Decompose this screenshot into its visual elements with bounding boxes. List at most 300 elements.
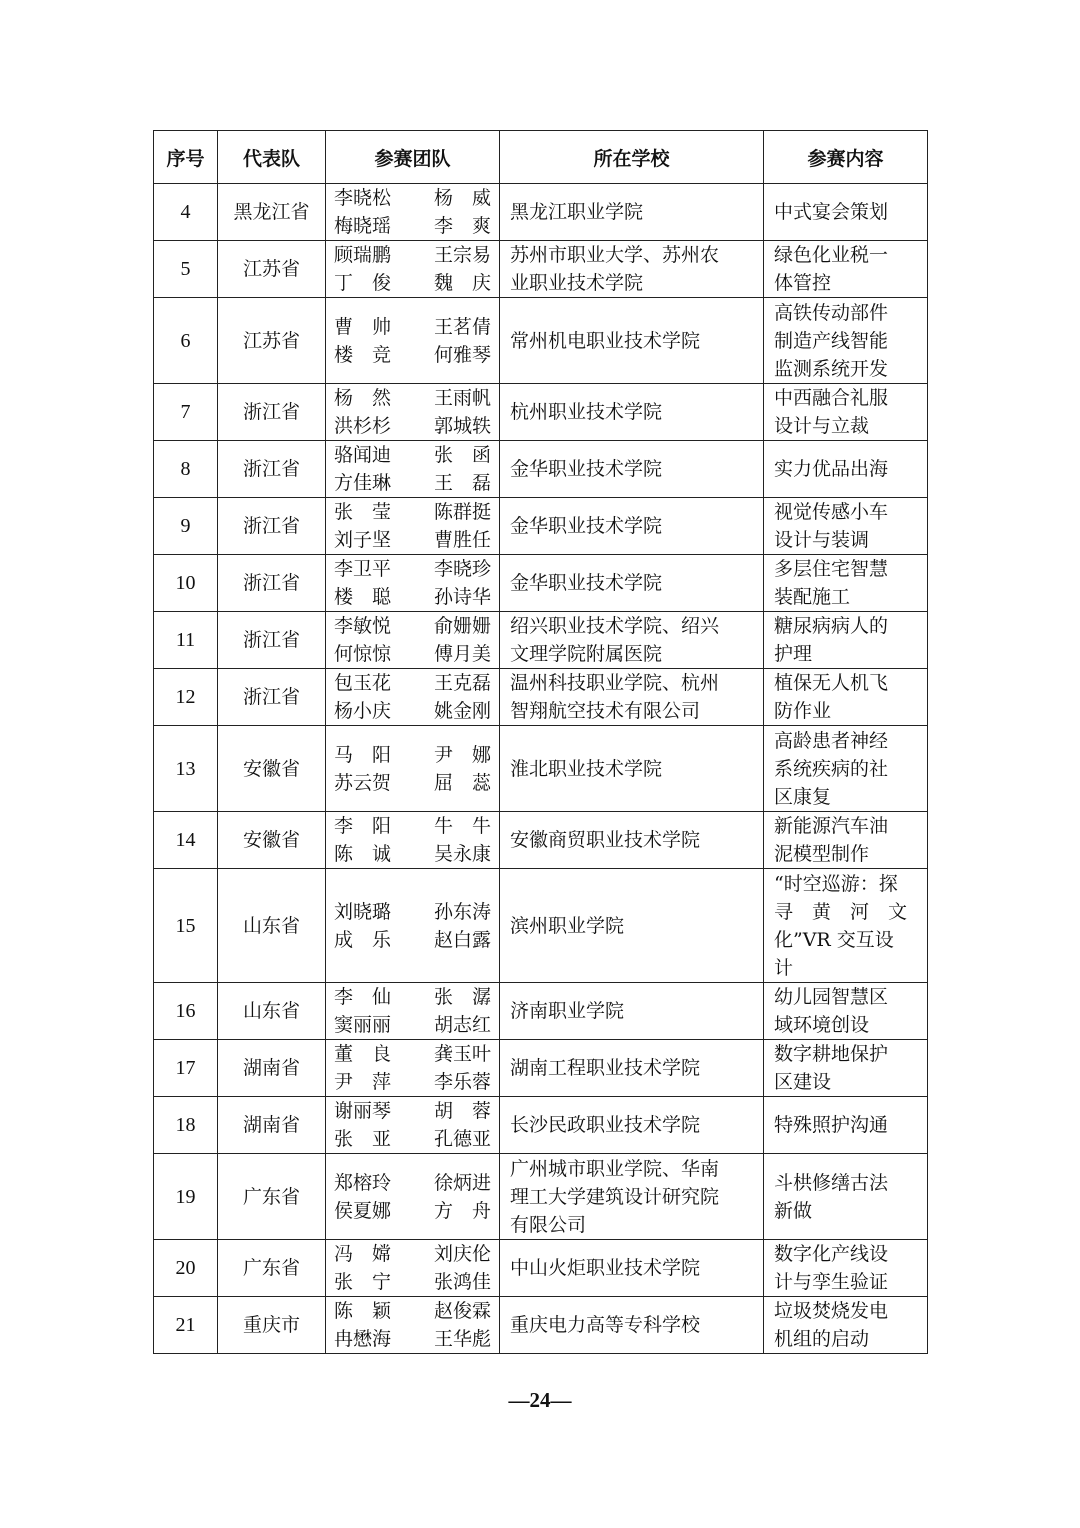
member-name: 顾瑞鹏 bbox=[334, 244, 392, 266]
content-line: 多层住宅智慧 bbox=[774, 558, 889, 580]
member-name: 龚玉叶 bbox=[433, 1043, 491, 1065]
member-name: 郭城轶 bbox=[433, 415, 491, 437]
member-name: 冉懋海 bbox=[334, 1328, 392, 1350]
member-line bbox=[334, 1097, 491, 1125]
member-name: 董 良 bbox=[334, 1043, 392, 1065]
member-name: 傅月美 bbox=[433, 643, 491, 665]
member-line bbox=[334, 741, 491, 769]
member-name: 张 莹 bbox=[334, 501, 392, 523]
cell-members bbox=[326, 184, 500, 241]
member-name: 侯夏娜 bbox=[334, 1199, 392, 1222]
member-line bbox=[334, 1011, 491, 1039]
cell-school bbox=[500, 384, 764, 441]
content-line: 域环境创设 bbox=[774, 1014, 870, 1036]
table-row bbox=[154, 612, 928, 669]
member-name: 方佳琳 bbox=[334, 472, 392, 494]
content-line: 绿色化业税一 bbox=[774, 244, 889, 266]
table-row bbox=[154, 1097, 928, 1154]
content-line: 植保无人机飞 bbox=[774, 672, 889, 694]
header-content: 参赛内容 bbox=[764, 131, 928, 184]
cell-content bbox=[764, 298, 928, 384]
school-line: 滨州职业学院 bbox=[510, 914, 625, 937]
cell-members bbox=[326, 1154, 500, 1240]
member-name: 楼 聪 bbox=[334, 586, 392, 608]
content-line: 制造产线智能 bbox=[774, 329, 889, 352]
cell-serial: 9 bbox=[154, 498, 218, 555]
school-line: 苏州市职业大学、苏州农 bbox=[510, 244, 720, 266]
table-row bbox=[154, 983, 928, 1040]
member-line bbox=[334, 498, 491, 526]
cell-school bbox=[500, 1097, 764, 1154]
content-line: 计 bbox=[774, 956, 794, 979]
members-block bbox=[326, 1169, 499, 1225]
member-line bbox=[334, 898, 491, 926]
cell-school bbox=[500, 498, 764, 555]
cell-members bbox=[326, 441, 500, 498]
cell-team: 广东省 bbox=[218, 1154, 326, 1240]
cell-team: 浙江省 bbox=[218, 441, 326, 498]
member-name: 成 乐 bbox=[334, 928, 392, 951]
content-line: 高铁传动部件 bbox=[774, 301, 889, 324]
cell-team: 浙江省 bbox=[218, 498, 326, 555]
member-name: 徐炳进 bbox=[433, 1171, 491, 1194]
cell-members bbox=[326, 298, 500, 384]
content-line: 视觉传感小车 bbox=[774, 501, 889, 523]
cell-content bbox=[764, 669, 928, 726]
content-line: 设计与装调 bbox=[774, 529, 870, 551]
member-name: 胡 蓉 bbox=[433, 1100, 491, 1122]
content-line: 护理 bbox=[774, 643, 813, 665]
table-row bbox=[154, 441, 928, 498]
members-block bbox=[326, 498, 499, 554]
cell-content bbox=[764, 384, 928, 441]
cell-serial: 8 bbox=[154, 441, 218, 498]
member-name: 胡志红 bbox=[433, 1014, 491, 1036]
cell-serial: 21 bbox=[154, 1297, 218, 1354]
table-row bbox=[154, 1040, 928, 1097]
member-line bbox=[334, 1268, 491, 1296]
cell-school bbox=[500, 555, 764, 612]
cell-school bbox=[500, 1297, 764, 1354]
member-name: 牛 牛 bbox=[433, 815, 491, 837]
members-block bbox=[326, 1040, 499, 1096]
cell-school bbox=[500, 298, 764, 384]
cell-school bbox=[500, 1154, 764, 1240]
content-line: 斗栱修缮古法 bbox=[774, 1171, 889, 1194]
school-line: 温州科技职业学院、杭州 bbox=[510, 672, 720, 694]
member-line bbox=[334, 212, 491, 240]
member-line bbox=[334, 1169, 491, 1197]
cell-members bbox=[326, 241, 500, 298]
member-name: 王宗易 bbox=[433, 244, 491, 266]
page-number: —24— bbox=[508, 1388, 572, 1412]
table-header-row bbox=[154, 131, 928, 184]
member-name: 郑榕玲 bbox=[334, 1171, 392, 1194]
member-name: 王克磊 bbox=[433, 672, 491, 694]
member-name: 王茗倩 bbox=[433, 315, 491, 338]
school-line: 文理学院附属医院 bbox=[510, 643, 663, 665]
school-line: 安徽商贸职业技术学院 bbox=[510, 829, 701, 851]
member-line bbox=[334, 184, 491, 212]
member-line bbox=[334, 1197, 491, 1225]
cell-team: 湖南省 bbox=[218, 1097, 326, 1154]
member-name: 何雅琴 bbox=[433, 343, 491, 366]
member-name: 冯 嫦 bbox=[334, 1243, 392, 1265]
members-block bbox=[326, 612, 499, 668]
member-line bbox=[334, 555, 491, 583]
content-line: 垃圾焚烧发电 bbox=[774, 1300, 889, 1322]
members-block bbox=[326, 983, 499, 1039]
member-name: 张 亚 bbox=[334, 1128, 392, 1150]
member-name: 洪杉杉 bbox=[334, 415, 392, 437]
cell-school bbox=[500, 1040, 764, 1097]
members-block bbox=[326, 1097, 499, 1153]
cell-serial: 14 bbox=[154, 812, 218, 869]
member-name: 杨 威 bbox=[433, 187, 491, 209]
cell-team: 浙江省 bbox=[218, 555, 326, 612]
school-line: 有限公司 bbox=[510, 1213, 587, 1236]
member-line bbox=[334, 926, 491, 954]
member-name: 姚金刚 bbox=[433, 700, 491, 722]
cell-serial: 15 bbox=[154, 869, 218, 983]
cell-serial: 12 bbox=[154, 669, 218, 726]
member-line bbox=[334, 1068, 491, 1096]
school-line: 金华职业技术学院 bbox=[510, 515, 663, 537]
table-row bbox=[154, 498, 928, 555]
school-line: 业职业技术学院 bbox=[510, 272, 644, 294]
member-name: 魏 庆 bbox=[433, 272, 491, 294]
members-block bbox=[326, 441, 499, 497]
member-line bbox=[334, 412, 491, 440]
cell-content bbox=[764, 241, 928, 298]
members-block bbox=[326, 184, 499, 240]
member-line bbox=[334, 840, 491, 868]
cell-school bbox=[500, 441, 764, 498]
members-block bbox=[326, 669, 499, 725]
cell-team: 黑龙江省 bbox=[218, 184, 326, 241]
member-line bbox=[334, 769, 491, 797]
member-line bbox=[334, 384, 491, 412]
member-name: 杨小庆 bbox=[334, 700, 392, 722]
content-line: 中西融合礼服 bbox=[774, 387, 889, 409]
cell-serial: 7 bbox=[154, 384, 218, 441]
content-line: 监测系统开发 bbox=[774, 357, 889, 380]
cell-school bbox=[500, 726, 764, 812]
member-line bbox=[334, 341, 491, 369]
member-name: 赵俊霖 bbox=[433, 1300, 491, 1322]
cell-serial: 18 bbox=[154, 1097, 218, 1154]
member-name: 孔德亚 bbox=[433, 1128, 491, 1150]
content-line: 系统疾病的社 bbox=[774, 757, 889, 780]
member-name: 吴永康 bbox=[433, 843, 491, 865]
member-name: 窦丽丽 bbox=[334, 1014, 392, 1036]
content-line: 泥模型制作 bbox=[774, 843, 870, 865]
member-name: 李 阳 bbox=[334, 815, 392, 837]
members-block bbox=[326, 384, 499, 440]
cell-members bbox=[326, 1240, 500, 1297]
member-name: 丁 俊 bbox=[334, 272, 392, 294]
cell-members bbox=[326, 555, 500, 612]
member-line bbox=[334, 526, 491, 554]
member-name: 李 爽 bbox=[433, 215, 491, 237]
member-name: 楼 竞 bbox=[334, 343, 392, 366]
content-line: 计与孪生验证 bbox=[774, 1271, 889, 1293]
member-name: 苏云贺 bbox=[334, 771, 392, 794]
school-line: 金华职业技术学院 bbox=[510, 458, 663, 480]
members-block bbox=[326, 898, 499, 954]
cell-content bbox=[764, 1297, 928, 1354]
cell-content bbox=[764, 1040, 928, 1097]
content-line: 寻 黄 河 文 bbox=[774, 900, 908, 923]
content-line: 糖尿病病人的 bbox=[774, 615, 889, 637]
content-line: 数字耕地保护 bbox=[774, 1043, 889, 1065]
table-row bbox=[154, 669, 928, 726]
member-name: 张 潺 bbox=[433, 986, 491, 1008]
cell-content bbox=[764, 612, 928, 669]
member-line bbox=[334, 612, 491, 640]
cell-content bbox=[764, 869, 928, 983]
member-line bbox=[334, 469, 491, 497]
members-block bbox=[326, 1240, 499, 1296]
member-line bbox=[334, 269, 491, 297]
table-row bbox=[154, 812, 928, 869]
member-name: 张 函 bbox=[433, 444, 491, 466]
school-line: 智翔航空技术有限公司 bbox=[510, 700, 701, 722]
member-line bbox=[334, 812, 491, 840]
school-line: 淮北职业技术学院 bbox=[510, 757, 663, 780]
member-name: 张 宁 bbox=[334, 1271, 392, 1293]
content-line: “时空巡游：探 bbox=[774, 872, 898, 895]
cell-school bbox=[500, 241, 764, 298]
cell-serial: 17 bbox=[154, 1040, 218, 1097]
award-table bbox=[153, 130, 928, 1354]
cell-school bbox=[500, 612, 764, 669]
cell-content bbox=[764, 1154, 928, 1240]
content-line: 装配施工 bbox=[774, 586, 851, 608]
member-line bbox=[334, 1240, 491, 1268]
cell-team: 浙江省 bbox=[218, 612, 326, 669]
member-name: 李乐蓉 bbox=[433, 1071, 491, 1093]
member-name: 孙诗华 bbox=[433, 586, 491, 608]
content-line: 新做 bbox=[774, 1199, 813, 1222]
member-name: 张鸿佳 bbox=[433, 1271, 491, 1293]
members-block bbox=[326, 1297, 499, 1353]
cell-content bbox=[764, 726, 928, 812]
table-row bbox=[154, 298, 928, 384]
member-name: 王雨帆 bbox=[433, 387, 491, 409]
member-name: 李 仙 bbox=[334, 986, 392, 1008]
content-line: 数字化产线设 bbox=[774, 1243, 889, 1265]
content-line: 幼儿园智慧区 bbox=[774, 986, 889, 1008]
header-members: 参赛团队 bbox=[326, 131, 500, 184]
member-name: 陈群挺 bbox=[433, 501, 491, 523]
member-name: 何惊惊 bbox=[334, 643, 392, 665]
content-line: 特殊照护沟通 bbox=[774, 1114, 889, 1136]
cell-content bbox=[764, 1240, 928, 1297]
cell-content bbox=[764, 441, 928, 498]
content-line: 实力优品出海 bbox=[774, 458, 889, 480]
cell-members bbox=[326, 1040, 500, 1097]
members-block bbox=[326, 241, 499, 297]
member-name: 梅晓瑶 bbox=[334, 215, 392, 237]
content-line: 设计与立裁 bbox=[774, 415, 870, 437]
member-line bbox=[334, 1125, 491, 1153]
member-name: 刘庆伦 bbox=[433, 1243, 491, 1265]
cell-members bbox=[326, 498, 500, 555]
cell-serial: 13 bbox=[154, 726, 218, 812]
member-name: 包玉花 bbox=[334, 672, 392, 694]
cell-serial: 10 bbox=[154, 555, 218, 612]
content-line: 化”VR 交互设 bbox=[774, 928, 894, 951]
member-name: 李卫平 bbox=[334, 558, 392, 580]
member-name: 曹 帅 bbox=[334, 315, 392, 338]
content-line: 中式宴会策划 bbox=[774, 201, 889, 223]
cell-team: 江苏省 bbox=[218, 241, 326, 298]
cell-members bbox=[326, 1297, 500, 1354]
school-line: 金华职业技术学院 bbox=[510, 572, 663, 594]
cell-serial: 16 bbox=[154, 983, 218, 1040]
table-row bbox=[154, 1154, 928, 1240]
cell-members bbox=[326, 983, 500, 1040]
table-row bbox=[154, 184, 928, 241]
member-name: 陈 诚 bbox=[334, 843, 392, 865]
member-line bbox=[334, 669, 491, 697]
member-name: 尹 娜 bbox=[433, 743, 491, 766]
member-name: 王华彪 bbox=[433, 1328, 491, 1350]
cell-team: 浙江省 bbox=[218, 669, 326, 726]
member-name: 李敏悦 bbox=[334, 615, 392, 637]
member-name: 曹胜任 bbox=[433, 529, 491, 551]
member-name: 刘晓璐 bbox=[334, 900, 392, 923]
member-line bbox=[334, 1040, 491, 1068]
content-line: 区康复 bbox=[774, 785, 832, 808]
member-name: 李晓松 bbox=[334, 187, 392, 209]
content-line: 机组的启动 bbox=[774, 1328, 870, 1350]
members-block bbox=[326, 555, 499, 611]
table-row bbox=[154, 869, 928, 983]
cell-team: 重庆市 bbox=[218, 1297, 326, 1354]
school-line: 广州城市职业学院、华南 bbox=[510, 1157, 720, 1180]
school-line: 长沙民政职业技术学院 bbox=[510, 1114, 701, 1136]
member-line bbox=[334, 313, 491, 341]
cell-school bbox=[500, 669, 764, 726]
cell-content bbox=[764, 812, 928, 869]
header-serial: 序号 bbox=[154, 131, 218, 184]
cell-team: 广东省 bbox=[218, 1240, 326, 1297]
table-row bbox=[154, 726, 928, 812]
cell-team: 湖南省 bbox=[218, 1040, 326, 1097]
cell-serial: 20 bbox=[154, 1240, 218, 1297]
member-line bbox=[334, 583, 491, 611]
cell-team: 安徽省 bbox=[218, 812, 326, 869]
school-line: 济南职业学院 bbox=[510, 1000, 625, 1022]
school-line: 常州机电职业技术学院 bbox=[510, 329, 701, 352]
cell-members bbox=[326, 726, 500, 812]
member-name: 骆闻迪 bbox=[334, 444, 392, 466]
cell-school bbox=[500, 869, 764, 983]
members-block bbox=[326, 313, 499, 369]
cell-members bbox=[326, 812, 500, 869]
members-block bbox=[326, 741, 499, 797]
cell-members bbox=[326, 384, 500, 441]
table-row bbox=[154, 1297, 928, 1354]
table-body bbox=[154, 184, 928, 1354]
member-line bbox=[334, 983, 491, 1011]
member-name: 孙东涛 bbox=[433, 900, 491, 923]
school-line: 绍兴职业技术学院、绍兴 bbox=[510, 615, 720, 637]
cell-content bbox=[764, 1097, 928, 1154]
members-block bbox=[326, 812, 499, 868]
member-name: 王 磊 bbox=[433, 472, 491, 494]
cell-school bbox=[500, 812, 764, 869]
content-line: 体管控 bbox=[774, 272, 832, 294]
member-name: 李晓珍 bbox=[433, 558, 491, 580]
member-name: 杨 然 bbox=[334, 387, 392, 409]
member-name: 尹 萍 bbox=[334, 1071, 392, 1093]
content-line: 区建设 bbox=[774, 1071, 832, 1093]
content-line: 防作业 bbox=[774, 700, 832, 722]
school-line: 黑龙江职业学院 bbox=[510, 201, 644, 223]
cell-members bbox=[326, 669, 500, 726]
table-row bbox=[154, 384, 928, 441]
school-line: 湖南工程职业技术学院 bbox=[510, 1057, 701, 1079]
cell-school bbox=[500, 983, 764, 1040]
cell-serial: 5 bbox=[154, 241, 218, 298]
cell-content bbox=[764, 498, 928, 555]
content-line: 高龄患者神经 bbox=[774, 729, 889, 752]
content-line: 新能源汽车油 bbox=[774, 815, 889, 837]
school-line: 重庆电力高等专科学校 bbox=[510, 1314, 701, 1336]
cell-team: 山东省 bbox=[218, 983, 326, 1040]
cell-content bbox=[764, 184, 928, 241]
school-line: 理工大学建筑设计研究院 bbox=[510, 1185, 720, 1208]
cell-team: 浙江省 bbox=[218, 384, 326, 441]
cell-members bbox=[326, 1097, 500, 1154]
cell-content bbox=[764, 555, 928, 612]
member-line bbox=[334, 1297, 491, 1325]
table-row bbox=[154, 1240, 928, 1297]
member-line bbox=[334, 441, 491, 469]
cell-serial: 6 bbox=[154, 298, 218, 384]
table-row bbox=[154, 241, 928, 298]
award-table-wrapper bbox=[153, 130, 927, 1354]
cell-serial: 11 bbox=[154, 612, 218, 669]
member-line bbox=[334, 241, 491, 269]
member-name: 赵白露 bbox=[433, 928, 491, 951]
cell-team: 安徽省 bbox=[218, 726, 326, 812]
member-name: 谢丽琴 bbox=[334, 1100, 392, 1122]
cell-members bbox=[326, 869, 500, 983]
member-name: 方 舟 bbox=[433, 1199, 491, 1222]
cell-members bbox=[326, 612, 500, 669]
member-name: 俞姗姗 bbox=[433, 615, 491, 637]
cell-serial: 19 bbox=[154, 1154, 218, 1240]
member-line bbox=[334, 1325, 491, 1353]
cell-school bbox=[500, 1240, 764, 1297]
header-team: 代表队 bbox=[218, 131, 326, 184]
member-name: 马 阳 bbox=[334, 743, 392, 766]
member-line bbox=[334, 640, 491, 668]
member-name: 陈 颖 bbox=[334, 1300, 392, 1322]
member-line bbox=[334, 697, 491, 725]
member-name: 屈 蕊 bbox=[433, 771, 491, 794]
cell-team: 山东省 bbox=[218, 869, 326, 983]
cell-school bbox=[500, 184, 764, 241]
header-school: 所在学校 bbox=[500, 131, 764, 184]
school-line: 中山火炬职业技术学院 bbox=[510, 1257, 701, 1279]
member-name: 刘子坚 bbox=[334, 529, 392, 551]
cell-content bbox=[764, 983, 928, 1040]
